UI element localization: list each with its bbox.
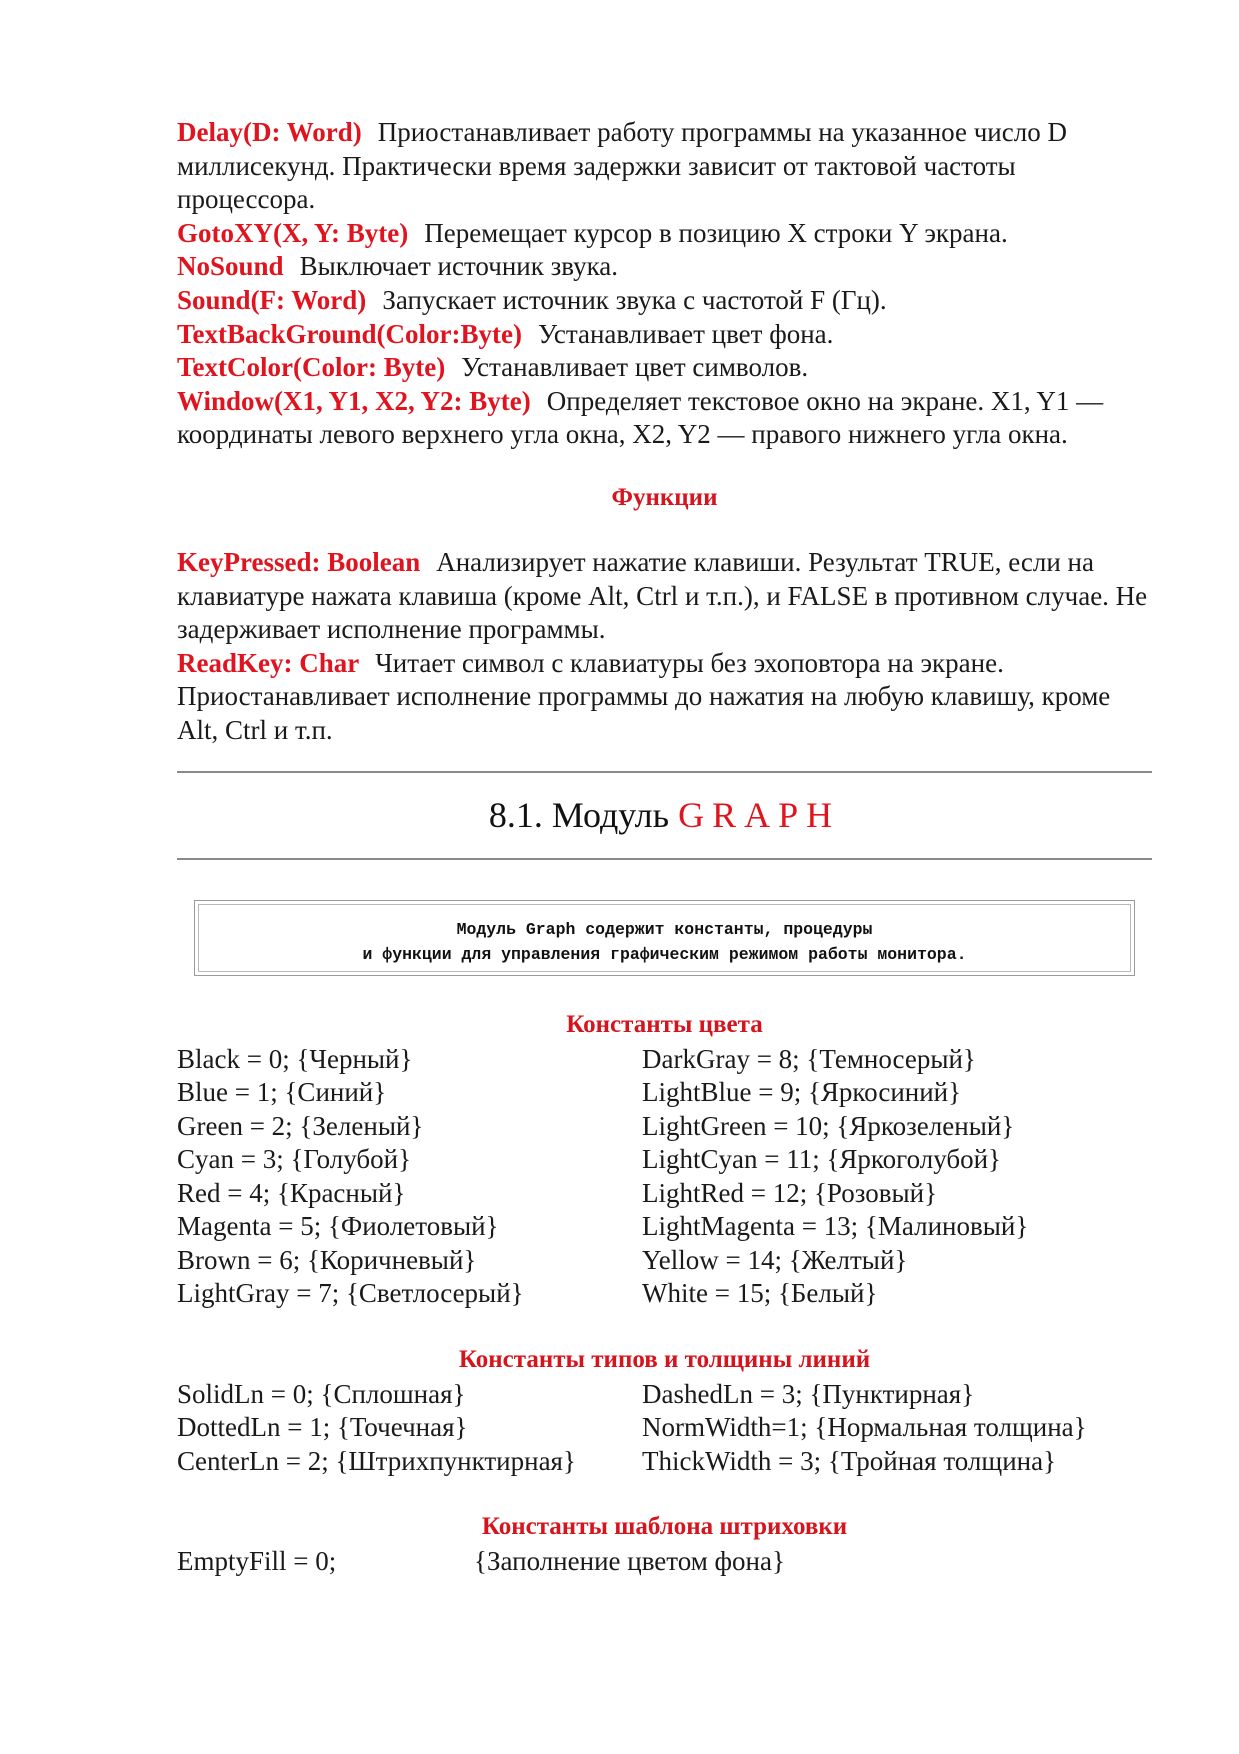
procedure-term: TextColor(Color: Byte): [177, 352, 446, 383]
module-title-prefix: 8.1. Модуль: [488, 794, 670, 835]
procedure-textcolor: [177, 351, 1152, 385]
module-note-line: Модуль Graph содержит константы, процедуры: [456, 919, 873, 939]
procedure-term: Window(X1, Y1, X2, Y2: Byte): [177, 385, 531, 416]
procedure-desc: Перемещает курсор в позицию X строки Y экрана.: [424, 217, 1008, 248]
procedure-desc: Устанавливает цвет фона.: [538, 318, 834, 349]
colors-heading: Константы цвета: [566, 1010, 763, 1038]
function-list: [177, 546, 1152, 748]
color-constant: LightGreen = 10; {Яркозеленый}: [642, 1110, 1015, 1141]
procedure-sound: [177, 284, 1152, 318]
color-constant: Blue = 1; {Синий}: [177, 1077, 387, 1107]
color-constant: LightGray = 7; {Светлосерый}: [177, 1278, 524, 1308]
color-constant: LightRed = 12; {Розовый}: [642, 1177, 938, 1208]
function-readkey: [177, 647, 1152, 748]
line-constant: NormWidth=1; {Нормальная толщина}: [642, 1412, 1087, 1442]
procedure-delay: [177, 116, 1152, 217]
color-constant: Cyan = 3; {Голубой}: [177, 1144, 412, 1174]
function-keypressed: [177, 546, 1152, 647]
color-constant: DarkGray = 8; {Темносерый}: [642, 1043, 976, 1074]
color-constant: LightMagenta = 13; {Малиновый}: [642, 1211, 1029, 1241]
line-constant: DottedLn = 1; {Точечная}: [177, 1412, 468, 1442]
procedure-desc: Запускает источник звука с частотой F (Гц).: [382, 284, 887, 315]
lines-heading: Константы типов и толщины линий: [458, 1345, 871, 1373]
line-constant: SolidLn = 0; {Сплошная}: [177, 1378, 466, 1409]
function-term: KeyPressed: Boolean: [177, 546, 421, 577]
fill-row: [177, 1545, 1152, 1579]
procedure-list: [177, 116, 1152, 452]
procedure-term: NoSound: [177, 251, 284, 282]
module-note-box: [194, 900, 1135, 976]
color-constant: Black = 0; {Черный}: [177, 1043, 413, 1074]
section-divider-bottom: [177, 858, 1152, 860]
color-constant: LightCyan = 11; {Яркоголубой}: [642, 1144, 1001, 1174]
page-content: [177, 116, 1152, 1579]
procedure-term: Sound(F: Word): [177, 284, 367, 315]
color-constant: Green = 2; {Зеленый}: [177, 1110, 424, 1141]
procedure-gotoxy: [177, 217, 1152, 251]
line-constant: ThickWidth = 3; {Тройная толщина}: [642, 1445, 1057, 1476]
procedure-desc: Определяет текстовое окно на экране. X1, Y1 — координаты левого верхнего угла окна, X2, Y2 — правого нижнего угла окна.: [177, 385, 1104, 450]
functions-heading: Функции: [611, 483, 718, 511]
color-constant: Yellow = 14; {Желтый}: [642, 1244, 908, 1275]
color-constant: Red = 4; {Красный}: [177, 1177, 406, 1208]
colors-table: [177, 1043, 1152, 1311]
lines-table: [177, 1378, 1152, 1479]
procedure-textbackground: [177, 318, 1152, 352]
procedure-desc: Выключает источник звука.: [299, 251, 619, 282]
color-constant: LightBlue = 9; {Яркосиний}: [642, 1077, 962, 1107]
line-constant: CenterLn = 2; {Штрихпунктирная}: [177, 1445, 576, 1476]
module-note: [198, 904, 1131, 972]
procedure-nosound: [177, 250, 1152, 284]
procedure-term: Delay(D: Word): [177, 117, 362, 147]
function-desc: Читает символ с клавиатуры без эхоповтора на экране. Приостанавливает исполнение программы до нажатия на любую клавишу, кроме Alt, Ctrl и т.п.: [177, 647, 1111, 745]
line-constant: DashedLn = 3; {Пунктирная}: [642, 1378, 975, 1409]
module-title-name: GRAPH: [678, 794, 841, 835]
color-constant: Brown = 6; {Коричневый}: [177, 1244, 477, 1275]
procedure-desc: Устанавливает цвет символов.: [461, 352, 809, 383]
fill-constant: EmptyFill = 0;: [177, 1546, 337, 1576]
procedure-desc: Приостанавливает работу программы на указанное число D миллисекунд. Практически время задержки зависит от тактовой частоты процессора.: [177, 117, 1067, 215]
module-note-line: и функции для управления графическим режимом работы монитора.: [362, 944, 967, 964]
module-title: [177, 795, 1152, 835]
section-divider-top: [177, 771, 1152, 773]
procedure-window: [177, 385, 1152, 452]
function-term: ReadKey: Char: [177, 647, 360, 678]
color-constant: Magenta = 5; {Фиолетовый}: [177, 1211, 499, 1241]
procedure-term: GotoXY(X, Y: Byte): [177, 217, 409, 248]
function-desc: Анализирует нажатие клавиши. Результат TRUE, если на клавиатуре нажата клавиша (кроме Alt, Ctrl и т.п.), и FALSE в противном случае. Не задерживает исполнение программы.: [177, 546, 1148, 645]
fill-heading: Константы шаблона штриховки: [481, 1513, 848, 1540]
procedure-term: TextBackGround(Color:Byte): [177, 318, 523, 349]
fill-comment: {Заполнение цветом фона}: [474, 1546, 785, 1576]
color-constant: White = 15; {Белый}: [642, 1278, 878, 1308]
